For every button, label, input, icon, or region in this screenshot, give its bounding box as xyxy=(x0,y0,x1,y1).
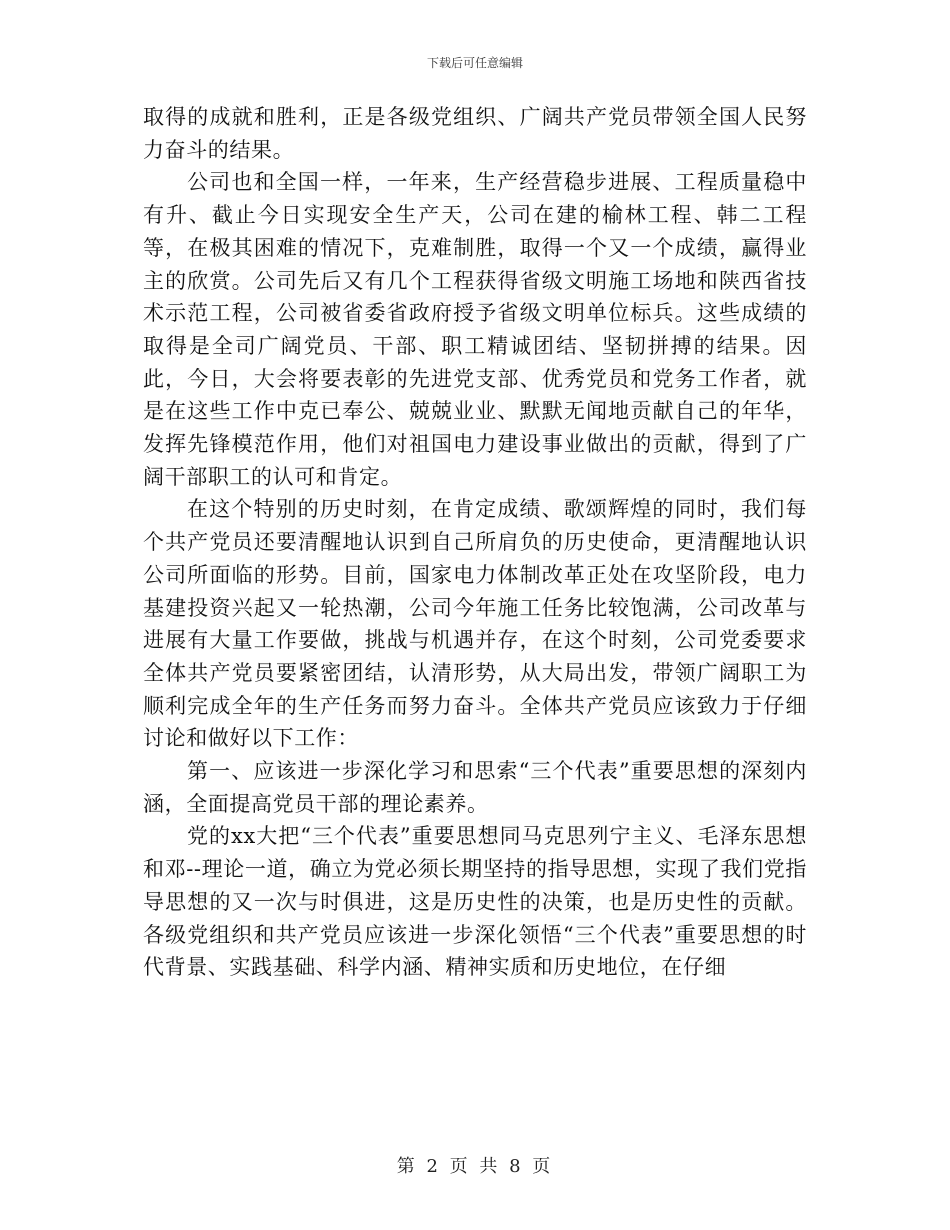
paragraph-5: 党的xx大把“三个代表”重要思想同马克思列宁主义、毛泽东思想和邓--理论一道，确立为党必须长期坚持的指导思想，实现了我们党指导思想的又一次与时俱进，这是历史性的决策，也是历史性的贡献。各级党组织和共产党员应该进一步深化领悟“三个代表”重要思想的时代背景、实践基础、科学内涵、精神实质和历史地位，在仔细 xyxy=(143,824,807,980)
paragraph-1: 取得的成就和胜利，正是各级党组织、广阔共产党员带领全国人民努力奋斗的结果。 xyxy=(143,105,807,162)
paragraph-2: 公司也和全国一样，一年来，生产经营稳步进展、工程质量稳中有升、截止今日实现安全生产天，公司在建的榆林工程、韩二工程等，在极其困难的情况下，克难制胜，取得一个又一个成绩，赢得业主的欣赏。公司先后又有几个工程获得省级文明施工场地和陕西省技术示范工程，公司被省委省政府授予省级文明单位标兵。这些成绩的取得是全司广阔党员、干部、职工精诚团结、坚韧拼搏的结果。因此，今日，大会将要表彰的先进党支部、优秀党员和党务工作者，就是在这些工作中克已奉公、兢兢业业、默默无闻地贡献自己的年华，发挥先锋模范作用，他们对祖国电力建设事业做出的贡献，得到了广阔干部职工的认可和肯定。 xyxy=(143,170,807,489)
document-body xyxy=(143,101,807,984)
page-number-footer: 第 2 页 共 8 页 xyxy=(396,1156,554,1177)
paragraph-4: 第一、应该进一步深化学习和思索“三个代表”重要思想的深刻内涵，全面提高党员干部的理论素养。 xyxy=(143,759,807,816)
paragraph-3: 在这个特别的历史时刻，在肯定成绩、歌颂辉煌的同时，我们每个共产党员还要清醒地认识到自己所肩负的历史使命，更清醒地认识公司所面临的形势。目前，国家电力体制改革正处在攻坚阶段，电力基建投资兴起又一轮热潮，公司今年施工任务比较饱满，公司改革与进展有大量工作要做，挑战与机遇并存，在这个时刻，公司党委要求全体共产党员要紧密团结，认清形势，从大局出发，带领广阔职工为顺利完成全年的生产任务而努力奋斗。全体共产党员应该致力于仔细讨论和做好以下工作： xyxy=(143,497,807,751)
page-header: 下载后可任意编辑 xyxy=(426,56,523,70)
